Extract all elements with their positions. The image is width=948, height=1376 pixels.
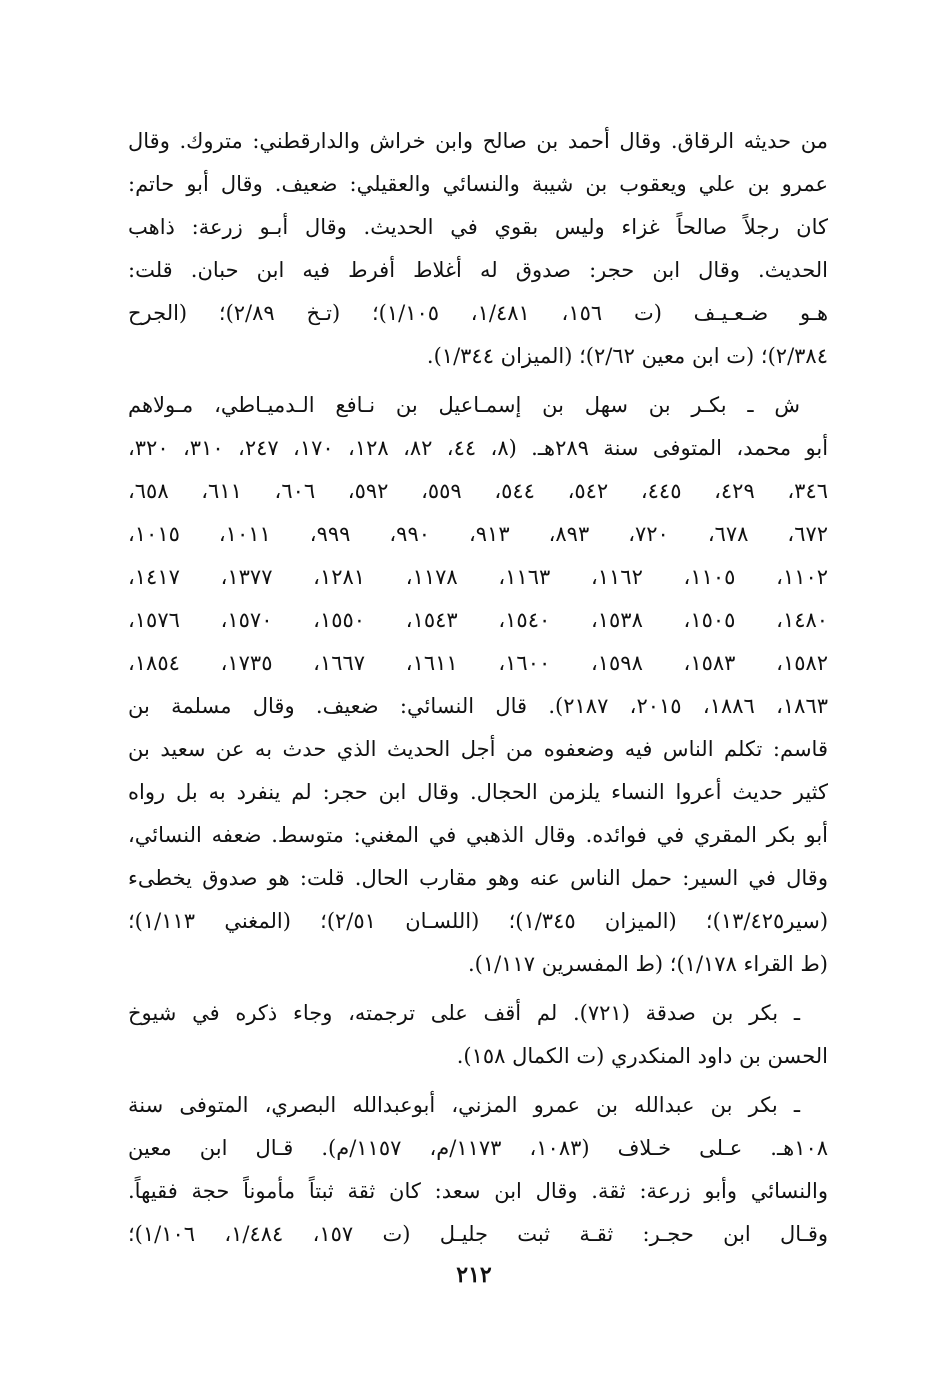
text-line: ١١٠٢، ١١٠٥، ١١٦٢، ١١٦٣، ١١٧٨، ١٢٨١، ١٣٧٧، ١٤١٧، [128,565,829,589]
page-number: ٢١٢ [456,1262,492,1288]
paragraph-4 [128,1084,828,1256]
text-line: الحسن بن داود المنكدري (ت الكمال ١٥٨). [456,1044,828,1068]
text-line: أبو بكر المقري في فوائده. وقال الذهبي في المغني: متوسط. ضعفه النسائي، [128,823,829,847]
text-line: كان رجلاً صالحاً غزاء وليس بقوي في الحديث. وقال أبـو زرعة: ذاهب [128,215,828,239]
text-line: والنسائي وأبو زرعة: ثقة. وقال ابن سعد: كان ثقة ثبتاً مأموناً حجة فقيهاً. [128,1179,828,1203]
text-line: أبو محمد، المتوفى سنة ٢٨٩هـ. (٨، ٤٤، ٨٢، ١٢٨، ١٧٠، ٢٤٧، ٣١٠، ٣٢٠، [128,436,829,460]
paragraph-3 [128,992,828,1078]
text-line: كثير حديث أعروا النساء يلزمن الحجال. وقال ابن حجر: لم ينفرد به بل رواه [128,780,829,804]
paragraph-2 [128,384,828,986]
text-line: ١٨٦٣، ١٨٨٦، ٢٠١٥، ٢١٨٧). قال النسائي: ضعيف. وقال مسلمة بن [128,694,829,718]
text-line: ش ـ بكـر بن سهل بن إسمـاعيل بن نـافع الـدميـاطي، مـولاهم [128,393,800,417]
text-line: (ط القراء ١/١٧٨)؛ (ط المفسرين ١/١١٧). [467,952,828,976]
text-line: ـ بكر بن صدقة (٧٢١). لم أقف على ترجمته، وجاء ذكره في شيوخ [128,1001,800,1025]
text-line: وقال في السير: حمل الناس عنه وهو مقارب الحال. قلت: هو صدوق يخطىء [128,866,828,890]
text-line: (سير١٣/٤٢٥)؛ (الميزان ١/٣٤٥)؛ (اللسـان ٢/٥١)؛ (المغني ١/١١٣)؛ [128,909,829,933]
text-line: الحديث. وقال ابن حجر: صدوق له أغلاط أفرط فيه ابن حبان. قلت: [128,258,828,282]
text-line: ٦٧٢، ٦٧٨، ٧٢٠، ٨٩٣، ٩١٣، ٩٩٠، ٩٩٩، ١٠١١، ١٠١٥، [128,522,829,546]
text-line: قاسم: تكلم الناس فيه وضعفوه من أجل الحديث الذي حدث به عن سعيد بن [128,737,828,761]
text-line: من حديثه الرقاق. وقال أحمد بن صالح وابن خراش والدارقطني: متروك. وقال [128,129,828,153]
text-line: هـو ضـعـيـف (ت ١٥٦، ١/٤٨١، ١/١٠٥)؛ (تـخ ٢/٨٩)؛ (الجرح [128,301,829,325]
text-line: وقـال ابن حجـر: ثقـة ثبت جليـل (ت ١٥٧، ١/٤٨٤، ١/١٠٦)؛ [128,1222,829,1246]
text-line: ـ بكر بن عبدالله بن عمرو المزني، أبوعبدالله البصري، المتوفى سنة [128,1093,800,1117]
text-line: ١٠٨هـ. عـلى خـلاف (١٠٨٣، ١١٧٣/م، ١١٥٧/م). قـال ابن معين [128,1136,829,1160]
text-line: ٣٤٦، ٤٢٩، ٤٤٥، ٥٤٢، ٥٤٤، ٥٥٩، ٥٩٢، ٦٠٦، ٦١١، ٦٥٨، [128,479,829,503]
text-line: عمرو بن علي ويعقوب بن شيبة والنسائي والعقيلي: ضعيف. وقال أبو حاتم: [128,172,828,196]
page-body [128,120,828,1256]
text-line: ١٤٨٠، ١٥٠٥، ١٥٣٨، ١٥٤٠، ١٥٤٣، ١٥٥٠، ١٥٧٠، ١٥٧٦، [128,608,829,632]
text-line: ١٥٨٢، ١٥٨٣، ١٥٩٨، ١٦٠٠، ١٦١١، ١٦٦٧، ١٧٣٥، ١٨٥٤، [128,651,829,675]
paragraph-1 [128,120,828,378]
text-line: ٢/٣٨٤)؛ (ت ابن معين ٢/٦٢)؛ (الميزان ١/٣٤٤). [426,344,828,368]
